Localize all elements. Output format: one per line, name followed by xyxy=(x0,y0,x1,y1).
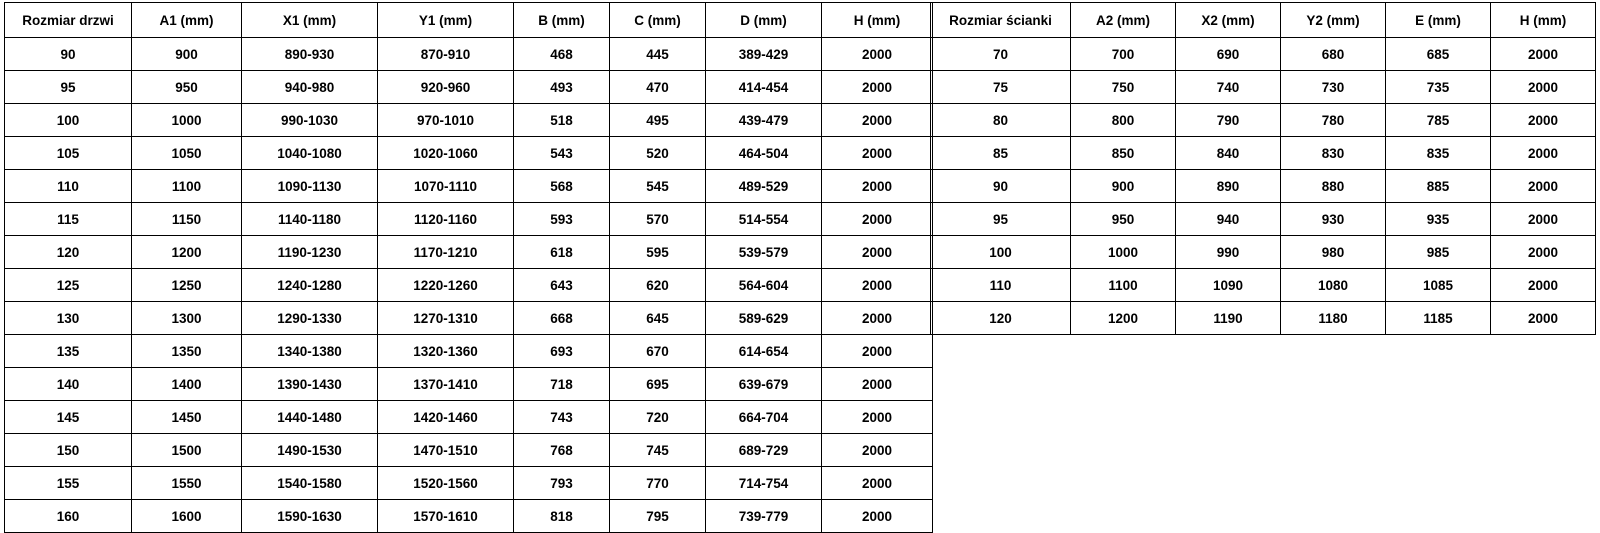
doors-cell: 2000 xyxy=(822,302,933,335)
walls-cell: 800 xyxy=(1071,104,1176,137)
doors-cell: 120 xyxy=(5,236,132,269)
doors-cell: 1550 xyxy=(132,467,242,500)
doors-cell: 2000 xyxy=(822,467,933,500)
walls-cell: 990 xyxy=(1176,236,1281,269)
doors-cell: 145 xyxy=(5,401,132,434)
doors-cell: 1250 xyxy=(132,269,242,302)
walls-cell: 1080 xyxy=(1281,269,1386,302)
doors-cell: 2000 xyxy=(822,434,933,467)
walls-cell: 90 xyxy=(931,170,1071,203)
doors-cell: 1140-1180 xyxy=(242,203,378,236)
walls-cell: 2000 xyxy=(1491,302,1596,335)
doors-cell: 489-529 xyxy=(706,170,822,203)
doors-cell: 795 xyxy=(610,500,706,533)
doors-table-container xyxy=(4,2,933,533)
table-row xyxy=(5,269,933,302)
table-row xyxy=(931,302,1596,335)
doors-cell: 495 xyxy=(610,104,706,137)
doors-cell: 1290-1330 xyxy=(242,302,378,335)
doors-cell: 2000 xyxy=(822,236,933,269)
table-row xyxy=(5,236,933,269)
walls-cell: 75 xyxy=(931,71,1071,104)
doors-col-header: X1 (mm) xyxy=(242,3,378,38)
walls-cell: 2000 xyxy=(1491,71,1596,104)
walls-cell: 685 xyxy=(1386,38,1491,71)
doors-cell: 389-429 xyxy=(706,38,822,71)
doors-col-header: D (mm) xyxy=(706,3,822,38)
doors-cell: 1090-1130 xyxy=(242,170,378,203)
doors-cell: 155 xyxy=(5,467,132,500)
walls-cell: 830 xyxy=(1281,137,1386,170)
doors-cell: 620 xyxy=(610,269,706,302)
walls-cell: 2000 xyxy=(1491,269,1596,302)
doors-cell: 689-729 xyxy=(706,434,822,467)
doors-cell: 1600 xyxy=(132,500,242,533)
table-row xyxy=(5,467,933,500)
doors-cell: 693 xyxy=(514,335,610,368)
walls-cell: 2000 xyxy=(1491,170,1596,203)
table-row xyxy=(5,203,933,236)
table-row xyxy=(5,434,933,467)
walls-col-header: X2 (mm) xyxy=(1176,3,1281,38)
walls-cell: 2000 xyxy=(1491,104,1596,137)
doors-cell: 125 xyxy=(5,269,132,302)
walls-cell: 2000 xyxy=(1491,137,1596,170)
doors-cell: 2000 xyxy=(822,368,933,401)
doors-cell: 1220-1260 xyxy=(378,269,514,302)
walls-header-row xyxy=(931,3,1596,38)
doors-cell: 643 xyxy=(514,269,610,302)
doors-col-header: H (mm) xyxy=(822,3,933,38)
walls-cell: 785 xyxy=(1386,104,1491,137)
doors-cell: 1470-1510 xyxy=(378,434,514,467)
doors-cell: 720 xyxy=(610,401,706,434)
walls-cell: 840 xyxy=(1176,137,1281,170)
walls-cell: 735 xyxy=(1386,71,1491,104)
walls-table-head xyxy=(931,3,1596,38)
doors-cell: 818 xyxy=(514,500,610,533)
walls-dimensions-table xyxy=(930,2,1596,335)
doors-cell: 1340-1380 xyxy=(242,335,378,368)
doors-cell: 990-1030 xyxy=(242,104,378,137)
doors-cell: 414-454 xyxy=(706,71,822,104)
doors-table-body xyxy=(5,38,933,533)
doors-cell: 1540-1580 xyxy=(242,467,378,500)
doors-cell: 470 xyxy=(610,71,706,104)
doors-cell: 589-629 xyxy=(706,302,822,335)
doors-cell: 493 xyxy=(514,71,610,104)
table-row xyxy=(5,335,933,368)
doors-cell: 1190-1230 xyxy=(242,236,378,269)
walls-cell: 890 xyxy=(1176,170,1281,203)
walls-cell: 120 xyxy=(931,302,1071,335)
doors-cell: 743 xyxy=(514,401,610,434)
doors-cell: 770 xyxy=(610,467,706,500)
walls-cell: 730 xyxy=(1281,71,1386,104)
walls-cell: 85 xyxy=(931,137,1071,170)
table-row xyxy=(5,500,933,533)
doors-cell: 920-960 xyxy=(378,71,514,104)
doors-cell: 1100 xyxy=(132,170,242,203)
doors-col-header: Rozmiar drzwi xyxy=(5,3,132,38)
table-row xyxy=(5,104,933,137)
doors-cell: 1300 xyxy=(132,302,242,335)
table-row xyxy=(5,401,933,434)
doors-cell: 970-1010 xyxy=(378,104,514,137)
table-row xyxy=(931,104,1596,137)
doors-cell: 543 xyxy=(514,137,610,170)
walls-cell: 980 xyxy=(1281,236,1386,269)
doors-cell: 1350 xyxy=(132,335,242,368)
doors-cell: 90 xyxy=(5,38,132,71)
doors-cell: 593 xyxy=(514,203,610,236)
walls-cell: 2000 xyxy=(1491,203,1596,236)
doors-cell: 1370-1410 xyxy=(378,368,514,401)
doors-cell: 568 xyxy=(514,170,610,203)
walls-cell: 100 xyxy=(931,236,1071,269)
walls-cell: 1085 xyxy=(1386,269,1491,302)
doors-cell: 2000 xyxy=(822,137,933,170)
doors-cell: 645 xyxy=(610,302,706,335)
walls-cell: 95 xyxy=(931,203,1071,236)
doors-cell: 950 xyxy=(132,71,242,104)
doors-cell: 545 xyxy=(610,170,706,203)
walls-cell: 1180 xyxy=(1281,302,1386,335)
doors-cell: 668 xyxy=(514,302,610,335)
table-row xyxy=(5,137,933,170)
walls-cell: 700 xyxy=(1071,38,1176,71)
walls-cell: 1000 xyxy=(1071,236,1176,269)
table-row xyxy=(5,38,933,71)
table-row xyxy=(931,203,1596,236)
doors-cell: 570 xyxy=(610,203,706,236)
walls-cell: 80 xyxy=(931,104,1071,137)
doors-cell: 95 xyxy=(5,71,132,104)
doors-cell: 1020-1060 xyxy=(378,137,514,170)
doors-cell: 110 xyxy=(5,170,132,203)
doors-cell: 614-654 xyxy=(706,335,822,368)
walls-cell: 790 xyxy=(1176,104,1281,137)
walls-cell: 1190 xyxy=(1176,302,1281,335)
walls-cell: 850 xyxy=(1071,137,1176,170)
doors-cell: 468 xyxy=(514,38,610,71)
doors-cell: 1390-1430 xyxy=(242,368,378,401)
doors-cell: 1200 xyxy=(132,236,242,269)
table-row xyxy=(931,137,1596,170)
doors-dimensions-table xyxy=(4,2,933,533)
walls-cell: 900 xyxy=(1071,170,1176,203)
doors-cell: 1590-1630 xyxy=(242,500,378,533)
doors-cell: 890-930 xyxy=(242,38,378,71)
doors-cell: 100 xyxy=(5,104,132,137)
walls-cell: 70 xyxy=(931,38,1071,71)
walls-cell: 885 xyxy=(1386,170,1491,203)
doors-table-head xyxy=(5,3,933,38)
walls-cell: 940 xyxy=(1176,203,1281,236)
walls-cell: 1090 xyxy=(1176,269,1281,302)
walls-col-header: H (mm) xyxy=(1491,3,1596,38)
doors-cell: 2000 xyxy=(822,500,933,533)
doors-cell: 870-910 xyxy=(378,38,514,71)
walls-cell: 880 xyxy=(1281,170,1386,203)
table-row xyxy=(931,236,1596,269)
doors-cell: 1440-1480 xyxy=(242,401,378,434)
doors-cell: 718 xyxy=(514,368,610,401)
doors-cell: 115 xyxy=(5,203,132,236)
walls-col-header: A2 (mm) xyxy=(1071,3,1176,38)
doors-cell: 1170-1210 xyxy=(378,236,514,269)
walls-col-header: Y2 (mm) xyxy=(1281,3,1386,38)
doors-cell: 518 xyxy=(514,104,610,137)
doors-cell: 1070-1110 xyxy=(378,170,514,203)
doors-cell: 439-479 xyxy=(706,104,822,137)
doors-cell: 695 xyxy=(610,368,706,401)
doors-cell: 1520-1560 xyxy=(378,467,514,500)
walls-cell: 750 xyxy=(1071,71,1176,104)
doors-cell: 140 xyxy=(5,368,132,401)
table-row xyxy=(5,170,933,203)
doors-cell: 595 xyxy=(610,236,706,269)
doors-cell: 793 xyxy=(514,467,610,500)
walls-cell: 680 xyxy=(1281,38,1386,71)
walls-cell: 935 xyxy=(1386,203,1491,236)
doors-cell: 1270-1310 xyxy=(378,302,514,335)
doors-cell: 900 xyxy=(132,38,242,71)
doors-cell: 2000 xyxy=(822,104,933,137)
walls-cell: 985 xyxy=(1386,236,1491,269)
doors-cell: 130 xyxy=(5,302,132,335)
table-row xyxy=(931,170,1596,203)
doors-cell: 768 xyxy=(514,434,610,467)
walls-cell: 1185 xyxy=(1386,302,1491,335)
doors-col-header: Y1 (mm) xyxy=(378,3,514,38)
doors-cell: 2000 xyxy=(822,203,933,236)
walls-cell: 2000 xyxy=(1491,38,1596,71)
doors-cell: 1400 xyxy=(132,368,242,401)
doors-cell: 1150 xyxy=(132,203,242,236)
doors-cell: 520 xyxy=(610,137,706,170)
walls-cell: 1200 xyxy=(1071,302,1176,335)
doors-cell: 105 xyxy=(5,137,132,170)
doors-cell: 940-980 xyxy=(242,71,378,104)
doors-cell: 1490-1530 xyxy=(242,434,378,467)
doors-cell: 135 xyxy=(5,335,132,368)
doors-cell: 1240-1280 xyxy=(242,269,378,302)
doors-cell: 1000 xyxy=(132,104,242,137)
walls-col-header: E (mm) xyxy=(1386,3,1491,38)
table-row xyxy=(931,71,1596,104)
doors-cell: 1570-1610 xyxy=(378,500,514,533)
doors-cell: 564-604 xyxy=(706,269,822,302)
walls-cell: 930 xyxy=(1281,203,1386,236)
doors-cell: 745 xyxy=(610,434,706,467)
walls-cell: 1100 xyxy=(1071,269,1176,302)
doors-cell: 2000 xyxy=(822,71,933,104)
doors-cell: 1420-1460 xyxy=(378,401,514,434)
table-row xyxy=(931,38,1596,71)
walls-col-header: Rozmiar ścianki xyxy=(931,3,1071,38)
walls-cell: 690 xyxy=(1176,38,1281,71)
walls-table-body xyxy=(931,38,1596,335)
doors-cell: 1450 xyxy=(132,401,242,434)
doors-cell: 1320-1360 xyxy=(378,335,514,368)
doors-cell: 664-704 xyxy=(706,401,822,434)
doors-col-header: B (mm) xyxy=(514,3,610,38)
table-row xyxy=(5,71,933,104)
walls-cell: 780 xyxy=(1281,104,1386,137)
doors-cell: 2000 xyxy=(822,170,933,203)
table-row xyxy=(5,302,933,335)
doors-cell: 1050 xyxy=(132,137,242,170)
doors-cell: 445 xyxy=(610,38,706,71)
doors-cell: 618 xyxy=(514,236,610,269)
table-row xyxy=(931,269,1596,302)
doors-cell: 714-754 xyxy=(706,467,822,500)
doors-cell: 160 xyxy=(5,500,132,533)
doors-cell: 464-504 xyxy=(706,137,822,170)
walls-cell: 2000 xyxy=(1491,236,1596,269)
doors-col-header: C (mm) xyxy=(610,3,706,38)
doors-cell: 2000 xyxy=(822,38,933,71)
doors-cell: 514-554 xyxy=(706,203,822,236)
doors-col-header: A1 (mm) xyxy=(132,3,242,38)
walls-table-container xyxy=(930,2,1596,335)
walls-cell: 110 xyxy=(931,269,1071,302)
doors-cell: 1040-1080 xyxy=(242,137,378,170)
doors-cell: 2000 xyxy=(822,401,933,434)
doors-cell: 1120-1160 xyxy=(378,203,514,236)
table-row xyxy=(5,368,933,401)
walls-cell: 835 xyxy=(1386,137,1491,170)
walls-cell: 740 xyxy=(1176,71,1281,104)
doors-header-row xyxy=(5,3,933,38)
doors-cell: 150 xyxy=(5,434,132,467)
walls-cell: 950 xyxy=(1071,203,1176,236)
doors-cell: 739-779 xyxy=(706,500,822,533)
doors-cell: 2000 xyxy=(822,269,933,302)
doors-cell: 2000 xyxy=(822,335,933,368)
doors-cell: 1500 xyxy=(132,434,242,467)
doors-cell: 539-579 xyxy=(706,236,822,269)
doors-cell: 670 xyxy=(610,335,706,368)
doors-cell: 639-679 xyxy=(706,368,822,401)
